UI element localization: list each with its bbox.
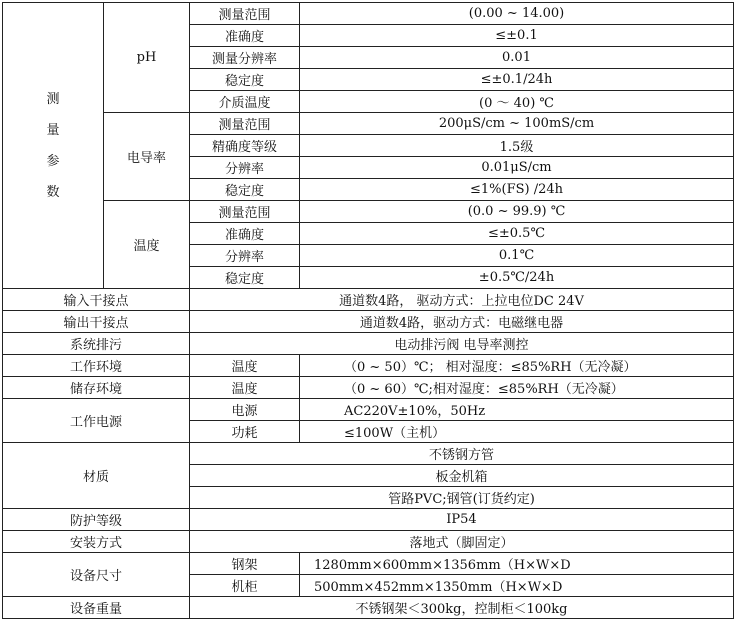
param-name: 分辨率 (190, 245, 300, 267)
row-label: 储存环境 (3, 377, 190, 399)
table-row (3, 289, 734, 311)
param-value: ≤1%(FS) /24h (300, 179, 734, 201)
row-value: 500mm×452mm×1350mm（H×W×D (300, 575, 734, 597)
table-row (3, 333, 734, 355)
param-name: 准确度 (190, 25, 300, 47)
row-label: 设备重量 (3, 597, 190, 619)
row-value: 通道数4路，驱动方式：电磁继电器 (190, 311, 734, 333)
param-name: 测量范围 (190, 3, 300, 25)
param-value: 0.1℃ (300, 245, 734, 267)
param-name: 稳定度 (190, 69, 300, 91)
table-row (3, 311, 734, 333)
param-value: (0 ～ 40) ℃ (300, 91, 734, 113)
row-value: 落地式（脚固定） (190, 531, 734, 553)
row-label: 系统排污 (3, 333, 190, 355)
param-name: 电源 (190, 399, 300, 421)
param-value: 200μS/cm ~ 100mS/cm (300, 113, 734, 135)
table-row (3, 113, 734, 135)
row-label: 工作电源 (3, 399, 190, 443)
param-value: ≤±0.1 (300, 25, 734, 47)
row-value: IP54 (190, 509, 734, 531)
row-value: （0 ~ 50）℃； 相对湿度：≤85%RH（无冷凝） (300, 355, 734, 377)
param-value: 1.5级 (300, 135, 734, 157)
param-name: 分辨率 (190, 157, 300, 179)
param-name: 稳定度 (190, 267, 300, 289)
row-value: 电动排污阀 电导率测控 (190, 333, 734, 355)
param-name: 测量范围 (190, 113, 300, 135)
temperature-label: 温度 (104, 201, 190, 289)
param-name: 机柜 (190, 575, 300, 597)
table-row (3, 201, 734, 223)
param-name: 温度 (190, 377, 300, 399)
param-name: 介质温度 (190, 91, 300, 113)
table-row (3, 531, 734, 553)
row-value: 管路PVC;钢管(订货约定) (190, 487, 734, 509)
row-value: 不锈钢架＜300kg，控制柜＜100kg (190, 597, 734, 619)
spec-table (2, 2, 734, 619)
ph-label: pH (104, 3, 190, 113)
row-label: 材质 (3, 443, 190, 509)
param-name: 测量分辨率 (190, 47, 300, 69)
row-label: 防护等级 (3, 509, 190, 531)
row-value: 通道数4路， 驱动方式：上拉电位DC 24V (190, 289, 734, 311)
table-row (3, 509, 734, 531)
param-name: 钢架 (190, 553, 300, 575)
row-label: 设备尺寸 (3, 553, 190, 597)
table-row (3, 377, 734, 399)
row-value: AC220V±10%，50Hz (300, 399, 734, 421)
row-value: （0 ~ 60）℃;相对湿度：≤85%RH（无冷凝） (300, 377, 734, 399)
param-value: 0.01 (300, 47, 734, 69)
param-name: 稳定度 (190, 179, 300, 201)
row-value: 板金机箱 (190, 465, 734, 487)
table-row (3, 3, 734, 25)
param-value: (0.0 ~ 99.9) ℃ (300, 201, 734, 223)
param-value: ±0.5℃/24h (300, 267, 734, 289)
row-value: ≤100W（主机） (300, 421, 734, 443)
row-label: 工作环境 (3, 355, 190, 377)
table-row (3, 553, 734, 575)
row-label: 安装方式 (3, 531, 190, 553)
measurement-params-label: 测 量 参 数 (3, 3, 104, 289)
param-name: 精确度等级 (190, 135, 300, 157)
param-name: 功耗 (190, 421, 300, 443)
table-row (3, 399, 734, 421)
param-name: 测量范围 (190, 201, 300, 223)
table-row (3, 355, 734, 377)
row-value: 1280mm×600mm×1356mm（H×W×D (300, 553, 734, 575)
param-name: 准确度 (190, 223, 300, 245)
param-name: 温度 (190, 355, 300, 377)
row-label: 输入干接点 (3, 289, 190, 311)
row-value: 不锈钢方管 (190, 443, 734, 465)
param-value: 0.01μS/cm (300, 157, 734, 179)
param-value: (0.00 ~ 14.00) (300, 3, 734, 25)
table-row (3, 443, 734, 465)
row-label: 输出干接点 (3, 311, 190, 333)
conductivity-label: 电导率 (104, 113, 190, 201)
table-row (3, 597, 734, 619)
param-value: ≤±0.1/24h (300, 69, 734, 91)
param-value: ≤±0.5℃ (300, 223, 734, 245)
